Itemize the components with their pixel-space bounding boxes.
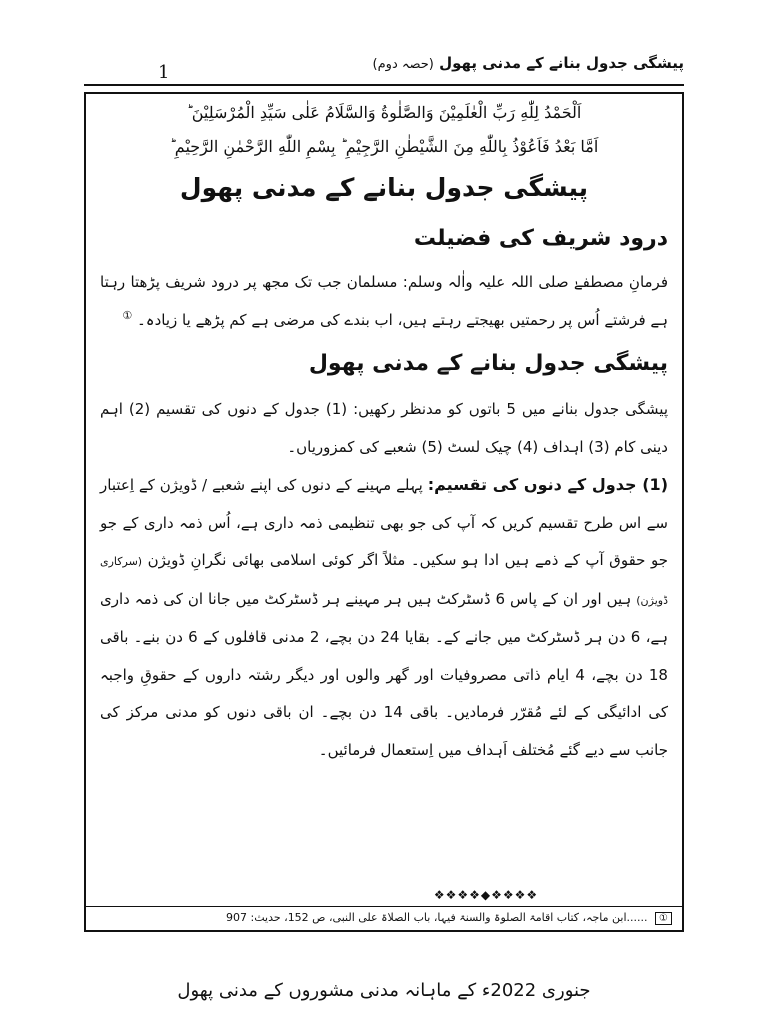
invocation-line-2: اَمَّا بَعْدُ فَاَعُوْذُ بِاللّٰهِ مِنَ الشَّیْطٰنِ الرَّجِیْمِ ؕ بِسْمِ اللّٰهِ الرَّحْمٰنِ الرَّحِیْمِ ؕ [169,137,599,156]
invocation-line-1: اَلْحَمْدُ لِلّٰهِ رَبِّ الْعٰلَمِیْنَ وَالصَّلٰوةُ وَالسَّلَامُ عَلٰی سَیِّدِ الْمُرْسَلِیْنَ ؕ [186,103,582,122]
durood-text: فرمانِ مصطفےٰ صلی اللہ علیہ واٰلہ وسلم: مسلمان جب تک مجھ پر درود شریف پڑھتا رہتا ہے فرشتے اُس پر رحمتیں بھیجتے رہتے ہیں، اب بندے کی مرضی ہے کم پڑھے یا زیادہ۔ [100,273,668,329]
intro-paragraph: پیشگی جدول بنانے میں 5 باتوں کو مدنظر رکھیں: (1) جدول کے دنوں کی تقسیم (2) اہم دینی کام (3) اہداف (4) چیک لسٹ (5) شعبے کی کمزوریاں۔ [100,400,668,456]
point-1-label: (1) جدول کے دنوں کی تقسیم: [427,475,668,494]
page-number: 1 [158,62,170,83]
page-footer: جنوری 2022ء کے ماہانہ مدنی مشوروں کے مدنی پھول [177,980,591,1001]
durood-paragraph [100,266,668,337]
ornamental-divider: ❖❖❖❖◆❖❖❖❖ [433,888,539,902]
point-1-note: (سرکاری ڈویژن) [100,555,668,607]
footnote [226,911,672,925]
page-header [84,52,684,92]
section-heading-madani-phool: پیشگی جدول بنانے کے مدنی پھول [308,351,668,376]
footnote-rule [86,906,682,907]
running-title-text: پیشگی جدول بنانے کے مدنی پھول [439,54,684,72]
point-1-text-b: ہیں اور ان کے پاس 6 ڈسٹرکٹ ہیں ہر مہینے ہر ڈسٹرکٹ میں جانا ان کی ذمہ داری ہے، 6 دن ہر ڈسٹرکٹ میں جانے کے۔ بقایا 24 دن بچے، 2 مدنی قافلوں کے 6 دن بنے۔ باقی 18 دن بچے، 4 ایام ذاتی مصروفیات اور گھر والوں اور دیگر رشتہ داروں کے حقوقِ واجبہ کی ادائیگی کے لئے مُقرّر فرمادیں۔ باقی 14 دن بچے۔ ان باقی دنوں کو مدنی مرکز کی جانب سے دیے گئے مُختلف اَہداف میں اِستعمال فرمائیں۔ [100,589,668,759]
footnote-reference: ① [122,309,133,322]
section-heading-durood: درود شریف کی فضیلت [413,226,668,251]
footnote-text: ......ابن ماجہ، کتاب اقامۃ الصلوۃ والسنۃ فیہا، باب الصلاۃ علی النبی، ص 152، حدیث: 907 [226,911,648,924]
point-1-paragraph [100,466,668,769]
running-title [369,54,684,72]
page-content [100,96,668,769]
page-title: پیشگی جدول بنانے کے مدنی پھول [179,173,589,202]
point-1-text-a: پہلے مہینے کے دنوں کی اپنے شعبے / ڈویژن کے اِعتبار سے اس طرح تقسیم کریں کہ آپ کی جو بھی تنظیمی ذمہ داری ہے، اُس ذمہ داری کے جو جو حقوق آپ کے ذمے ہیں ادا ہو سکیں۔ مثلاً اگر کوئی اسلامی بھائی نگرانِ ڈویژن [100,476,668,569]
part-label: (حصہ دوم) [372,57,434,72]
footnote-mark: ① [655,912,672,925]
header-rule [84,84,684,86]
page-frame [84,92,684,932]
